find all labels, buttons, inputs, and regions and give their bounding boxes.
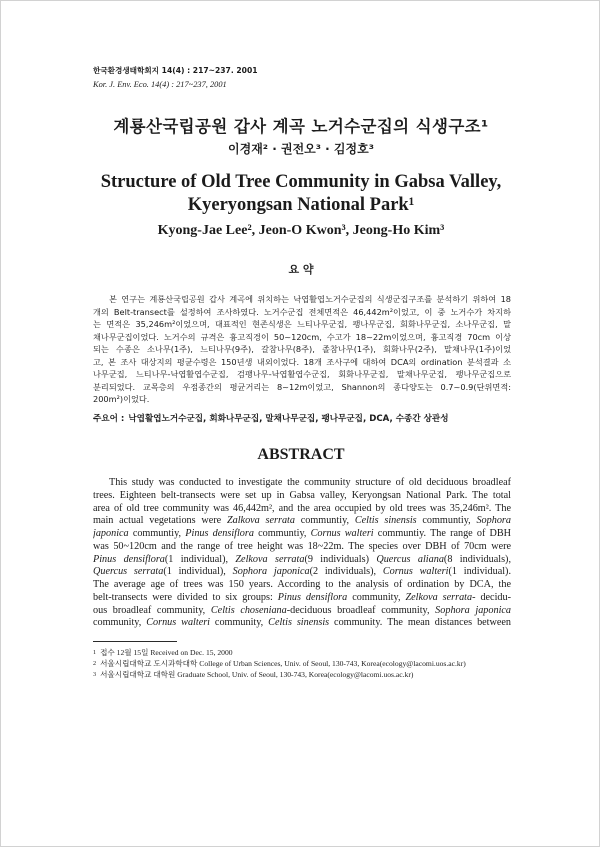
footnotes — [93, 647, 513, 680]
summary-line: 는 면적은 35,246m²이었으며, 대표적인 현존식생은 느티나무군집, 팽나무군집, 회화나무군집, 소나무군집, 말 — [93, 319, 511, 329]
abstract-line — [93, 566, 511, 579]
summary-line: 나무군집, 느티나무-낙엽활엽수군집, 검팽나무-낙엽활엽수군집, 회화나무군집, 말채나무군집, 팽나무군집으로 — [93, 369, 511, 379]
summary-line: 고, 본 조사 대상지의 평균수령은 150년생 내외이었다. 18개 조사구에 대하여 DCA의 ordination 분석결과 소 — [93, 356, 511, 367]
abstract-text: was 50~120cm and the range of tree height was 18~22m. The species over DBH of 70cm were — [93, 540, 511, 552]
abstract-text: communtiy, — [416, 515, 477, 527]
abstract-line — [93, 554, 511, 567]
species-name: Zalkova serrata — [226, 515, 295, 527]
species-name: Sophora japonica — [435, 604, 511, 616]
abstract-line — [93, 503, 511, 516]
keywords-line — [93, 413, 511, 425]
abstract-text: belt-transects were divided to six groups: — [93, 591, 278, 603]
species-name: Quercus aliana — [376, 553, 444, 565]
species-name: Cornus walteri — [382, 566, 449, 578]
abstract-text: - decidu- — [472, 591, 511, 603]
abstract-text: ous broadleaf community, — [93, 604, 211, 616]
abstract-line — [93, 617, 511, 630]
abstract-text: (8 individuals), — [443, 553, 511, 565]
species-name: Quercus serrata — [93, 566, 164, 578]
abstract-text: -deciduous broadleaf community, — [286, 604, 436, 616]
abstract-line — [93, 579, 511, 592]
abstract-text: community, — [210, 617, 269, 629]
abstract-text: communtiy, — [128, 528, 186, 539]
abstract-line — [93, 541, 511, 554]
abstract-line — [93, 528, 511, 541]
abstract-text: community, — [347, 591, 406, 603]
abstract-line — [93, 592, 511, 605]
summary-korean-body — [93, 293, 511, 406]
journal-header-english: Kor. J. Env. Eco. 14(4) : 217~237, 2001 — [93, 80, 227, 89]
abstract-text: area of old tree community was 46,442m², and the area occupied by old trees was 35,246m². The — [93, 502, 511, 514]
abstract-line — [93, 605, 511, 618]
species-name: Celtis sinensis — [268, 617, 330, 629]
summary-line: 되는 수종은 소나무(1주), 느티나무(9주), 갈참나무(8주), 졸참나무(1주), 회화나무(2주), 말채나무(1주)이었 — [93, 344, 511, 354]
species-name: japonica — [93, 528, 129, 539]
abstract-heading: ABSTRACT — [257, 446, 345, 463]
footnote-divider — [93, 641, 177, 642]
summary-line: 본 연구는 계룡산국립공원 갑사 계곡에 위치하는 낙엽활엽노거수군집의 식생군집구조를 분석하기 위하여 18 — [109, 294, 511, 304]
summary-line: 채나무군집이었다. 노거수의 규격은 흉고직경이 50~120cm, 수고가 18~22m이었으며, 흉고직경 70cm 이상 — [93, 331, 511, 342]
footnote-text: 서울시립대학교 대학원 Graduate School, Univ. of Seoul, 130-743, Korea(ecology@lacomi.uos.ac.kr) — [100, 670, 414, 679]
footnote-item — [93, 658, 513, 669]
abstract-line — [93, 477, 511, 490]
abstract-text: community. The mean distances between — [329, 617, 511, 629]
summary-line: 개의 Belt-transect를 설정하여 조사하였다. 노거수군집 전체면적은 46,442m²이었고, 이 중 노거수가 차지하 — [93, 306, 511, 317]
footnote-item — [93, 647, 513, 658]
species-name: Pinus densiflora — [93, 553, 165, 565]
abstract-text: main actual vegetations were — [93, 515, 227, 527]
species-name: Celtis sinensis — [354, 515, 417, 527]
footnote-item — [93, 669, 513, 680]
abstract-text: (1 individual). — [448, 566, 511, 578]
abstract-line — [93, 490, 511, 503]
abstract-text: trees. Eighteen belt-transects were set up in Gabsa valley, Keryongsan National Park. The total — [93, 489, 511, 501]
abstract-text: communtiy. The range of DBH — [373, 528, 511, 539]
abstract-text: communtiy, — [294, 515, 355, 527]
footnote-text: 서울시립대학교 도시과학대학 College of Urban Sciences, Univ. of Seoul, 130-743, Korea(ecology@lacomi.uos.ac.kr) — [100, 659, 466, 668]
species-name: Cornus walteri — [310, 528, 374, 539]
authors-english: Kyong-Jae Lee², Jeon-O Kwon³, Jeong-Ho Kim³ — [157, 223, 445, 238]
species-name: Celtis choseniana — [210, 604, 287, 616]
title-korean: 계룡산국립공원 갑사 계곡 노거수군집의 식생구조¹ — [113, 117, 489, 136]
abstract-body — [93, 477, 511, 630]
summary-line: 200m²)이었다. — [93, 394, 150, 404]
footnote-text: 접수 12월 15일 Received on Dec. 15, 2000 — [100, 648, 233, 657]
abstract-text: This study was conducted to investigate the community structure of old deciduous broadleaf — [109, 477, 511, 488]
footnote-mark: 2 — [93, 660, 97, 667]
species-name: Pinus densiflora — [185, 528, 254, 539]
summary-line: 분리되었다. 교목층의 우점종간의 평균거리는 8~12m이었고, Shannon의 종다양도는 0.7~0.9(단위면적: — [93, 381, 511, 392]
title-english: Structure of Old Tree Community in Gabsa Valley, Kyeryongsan National Park¹ — [100, 172, 502, 215]
keywords-text: 낙엽활엽노거수군집, 회화나무군집, 말채나무군집, 팽나무군집, DCA, 수종간 상관성 — [128, 414, 449, 424]
journal-header-korean: 한국환경생태학회지 14(4) : 217~237. 2001 — [93, 66, 258, 75]
species-name: Cornus walteri — [146, 617, 211, 629]
abstract-text: communtiy, — [253, 528, 311, 539]
species-name: Zelkova serrata — [405, 591, 473, 603]
species-name: Pinus densiflora — [277, 591, 348, 603]
keywords-label: 주요어 : — [93, 414, 125, 424]
abstract-text: (2 individuals), — [309, 566, 383, 578]
abstract-text: The average age of trees was 150 years. According to the analysis of ordination by DCA, the — [93, 579, 511, 590]
footnote-mark: 3 — [93, 671, 97, 678]
abstract-text: (1 individual), — [164, 553, 236, 565]
abstract-text: (1 individual), — [163, 566, 233, 578]
summary-heading: 요 약 — [288, 263, 314, 276]
abstract-line — [93, 515, 511, 528]
footnote-mark: 1 — [93, 649, 97, 656]
species-name: Sophora — [476, 515, 511, 527]
species-name: Zelkova serrata — [235, 553, 305, 565]
abstract-text: community, — [93, 617, 147, 629]
abstract-text: (9 individuals) — [304, 553, 377, 565]
authors-korean: 이경재² · 권전오³ · 김정호³ — [228, 142, 374, 156]
species-name: Sophora japonica — [232, 566, 310, 578]
